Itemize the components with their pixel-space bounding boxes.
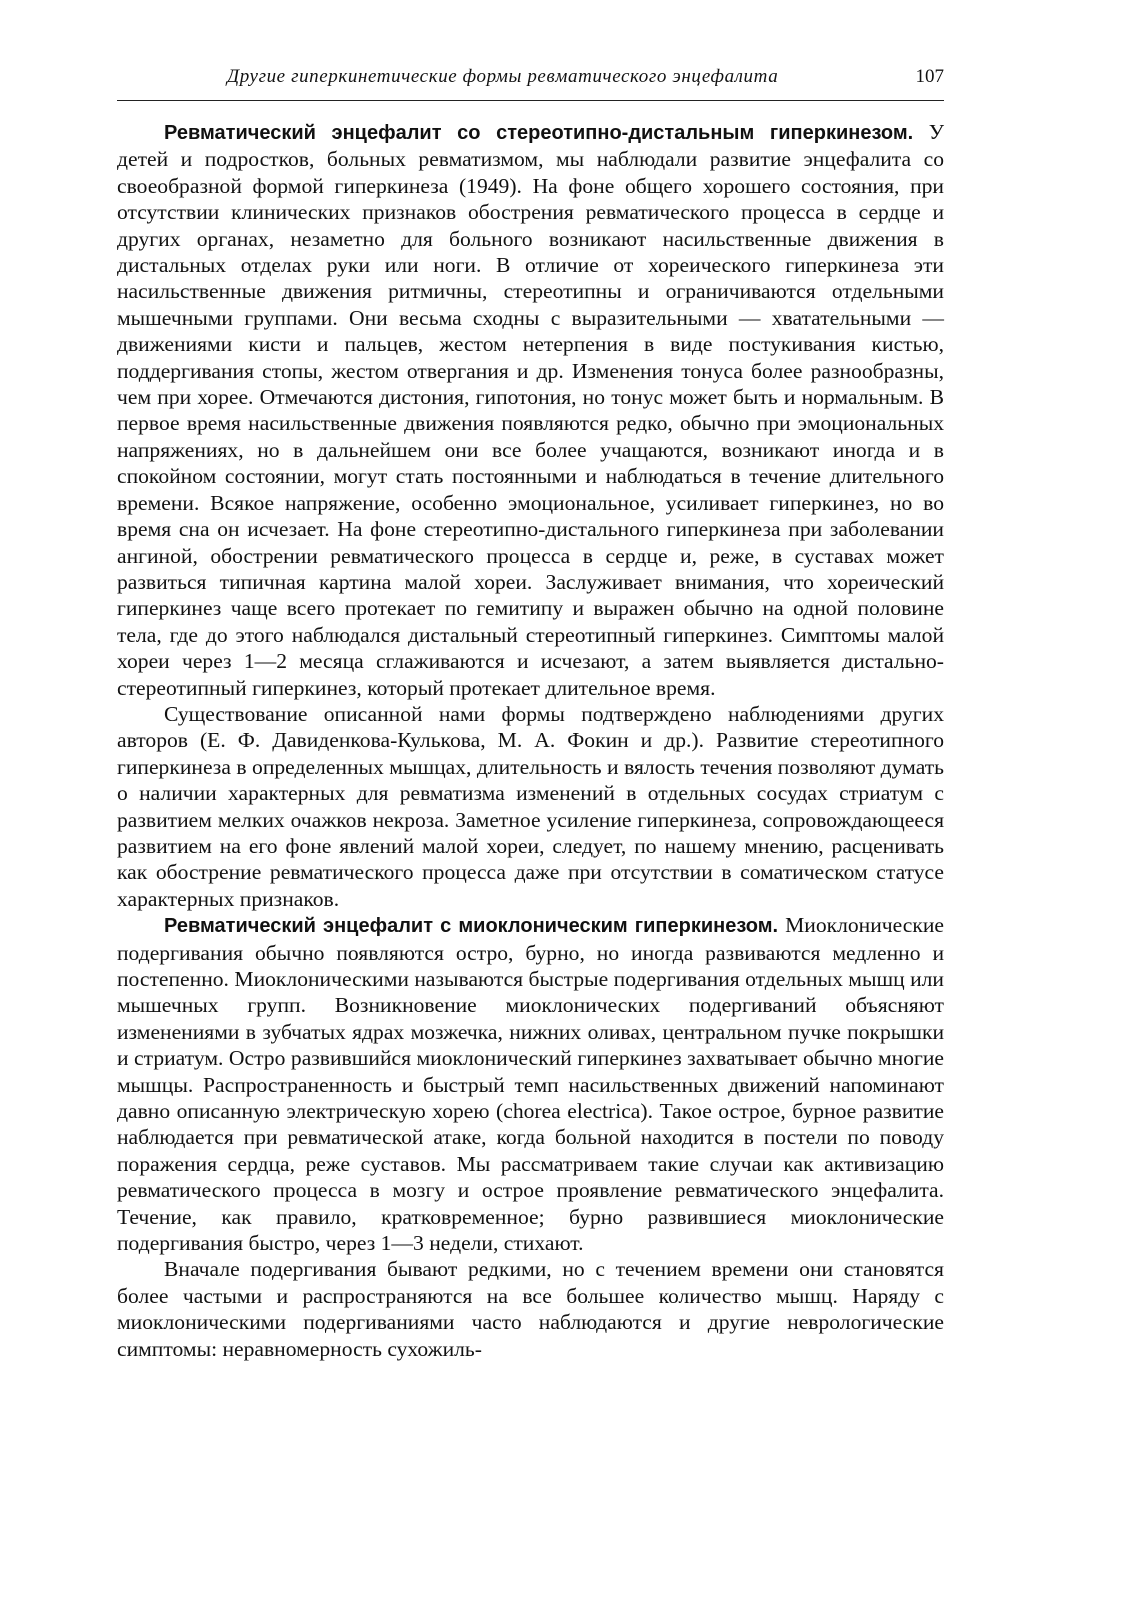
- book-page: [117, 60, 944, 1362]
- section-heading: Ревматический энцефалит с миоклоническим гиперкинезом.: [164, 915, 779, 938]
- body-text: [117, 119, 944, 1362]
- paragraph: [117, 119, 944, 701]
- page-number: 107: [915, 66, 944, 87]
- paragraph-text: Вначале подергивания бывают редкими, но с течением времени они становятся более частыми и распространяются на все большее количество мышц. Наряду с миоклоническими подергиваниями часто наблюдаются и другие неврологические симптомы: неравномерность сухожиль-: [117, 1257, 944, 1361]
- paragraph-text: Существование описанной нами формы подтверждено наблюдениями других авторов (Е. Ф. Давиденкова-Кулькова, М. А. Фокин и др.). Развитие стереотипного гиперкинеза в определенных мышцах, длительность и вялость течения позволяют думать о наличии характерных для ревматизма изменений в отдельных сосудах стриатум с развитием мелких очажков некроза. Заметное усиление гиперкинеза, сопровождающееся развитием на его фоне явлений малой хореи, следует, по нашему мнению, расценивать как обострение ревматического процесса даже при отсутствии в соматическом статусе характерных признаков.: [117, 701, 944, 911]
- paragraph: [117, 701, 944, 912]
- running-title: Другие гиперкинетические формы ревматического энцефалита: [227, 66, 779, 87]
- paragraph-text: Миоклонические подергивания обычно появляются остро, бурно, но иногда развиваются медленно и постепенно. Миоклоническими называются быстрые подергивания отдельных мышц или мышечных групп. Возникновение миоклонических подергиваний объясняют изменениями в зубчатых ядрах мозжечка, нижних оливах, центральном пучке покрышки и стриатум. Остро развившийся миоклонический гиперкинез захватывает обычно многие мышцы. Распространенность и быстрый темп насильственных движений напоминают давно описанную электрическую хорею (chorea electrica). Такое острое, бурное развитие наблюдается при ревматической атаке, когда больной находится в постели по поводу поражения сердца, реже суставов. Мы рассматриваем такие случаи как активизацию ревматического процесса в мозгу и острое проявление ревматического энцефалита. Течение, как правило, кратковременное; бурно развившиеся миоклонические подергивания быстро, через 1—3 недели, стихают.: [117, 913, 944, 1256]
- running-header: [117, 60, 944, 101]
- paragraph-text: У детей и подростков, больных ревматизмом, мы наблюдали развитие энцефалита со своеобразной формой гиперкинеза (1949). На фоне общего хорошего состояния, при отсутствии клинических признаков обострения ревматического процесса в сердце и других органах, незаметно для больного возникают насильственные движения в дистальных отделах руки или ноги. В отличие от хореического гиперкинеза эти насильственные движения ритмичны, стереотипны и ограничиваются отдельными мышечными группами. Они весьма сходны с выразительными — хватательными — движениями кисти и пальцев, жестом нетерпения в виде постукивания кистью, поддергивания стопы, жестом отвергания и др. Изменения тонуса более разнообразны, чем при хорее. Отмечаются дистония, гипотония, но тонус может быть и нормальным. В первое время насильственные движения появляются редко, обычно при эмоциональных напряжениях, но в дальнейшем они все более учащаются, возникают иногда и в спокойном состоянии, могут стать постоянными и наблюдаться в течение длительного времени. Всякое напряжение, особенно эмоциональное, усиливает гиперкинез, но во время сна он исчезает. На фоне стереотипно-дистального гиперкинеза при заболевании ангиной, обострении ревматического процесса в сердце и, реже, в суставах может развиться типичная картина малой хореи. Заслуживает внимания, что хореический гиперкинез чаще всего протекает по гемитипу и выражен обычно на одной половине тела, где до этого наблюдался дистальный стереотипный гиперкинез. Симптомы малой хореи через 1—2 месяца сглаживаются и исчезают, а затем выявляется дистально-стереотипный гиперкинез, который протекает длительное время.: [117, 120, 944, 700]
- paragraph: [117, 912, 944, 1256]
- section-heading: Ревматический энцефалит со стереотипно-дистальным гиперкинезом.: [164, 122, 914, 144]
- paragraph: [117, 1256, 944, 1362]
